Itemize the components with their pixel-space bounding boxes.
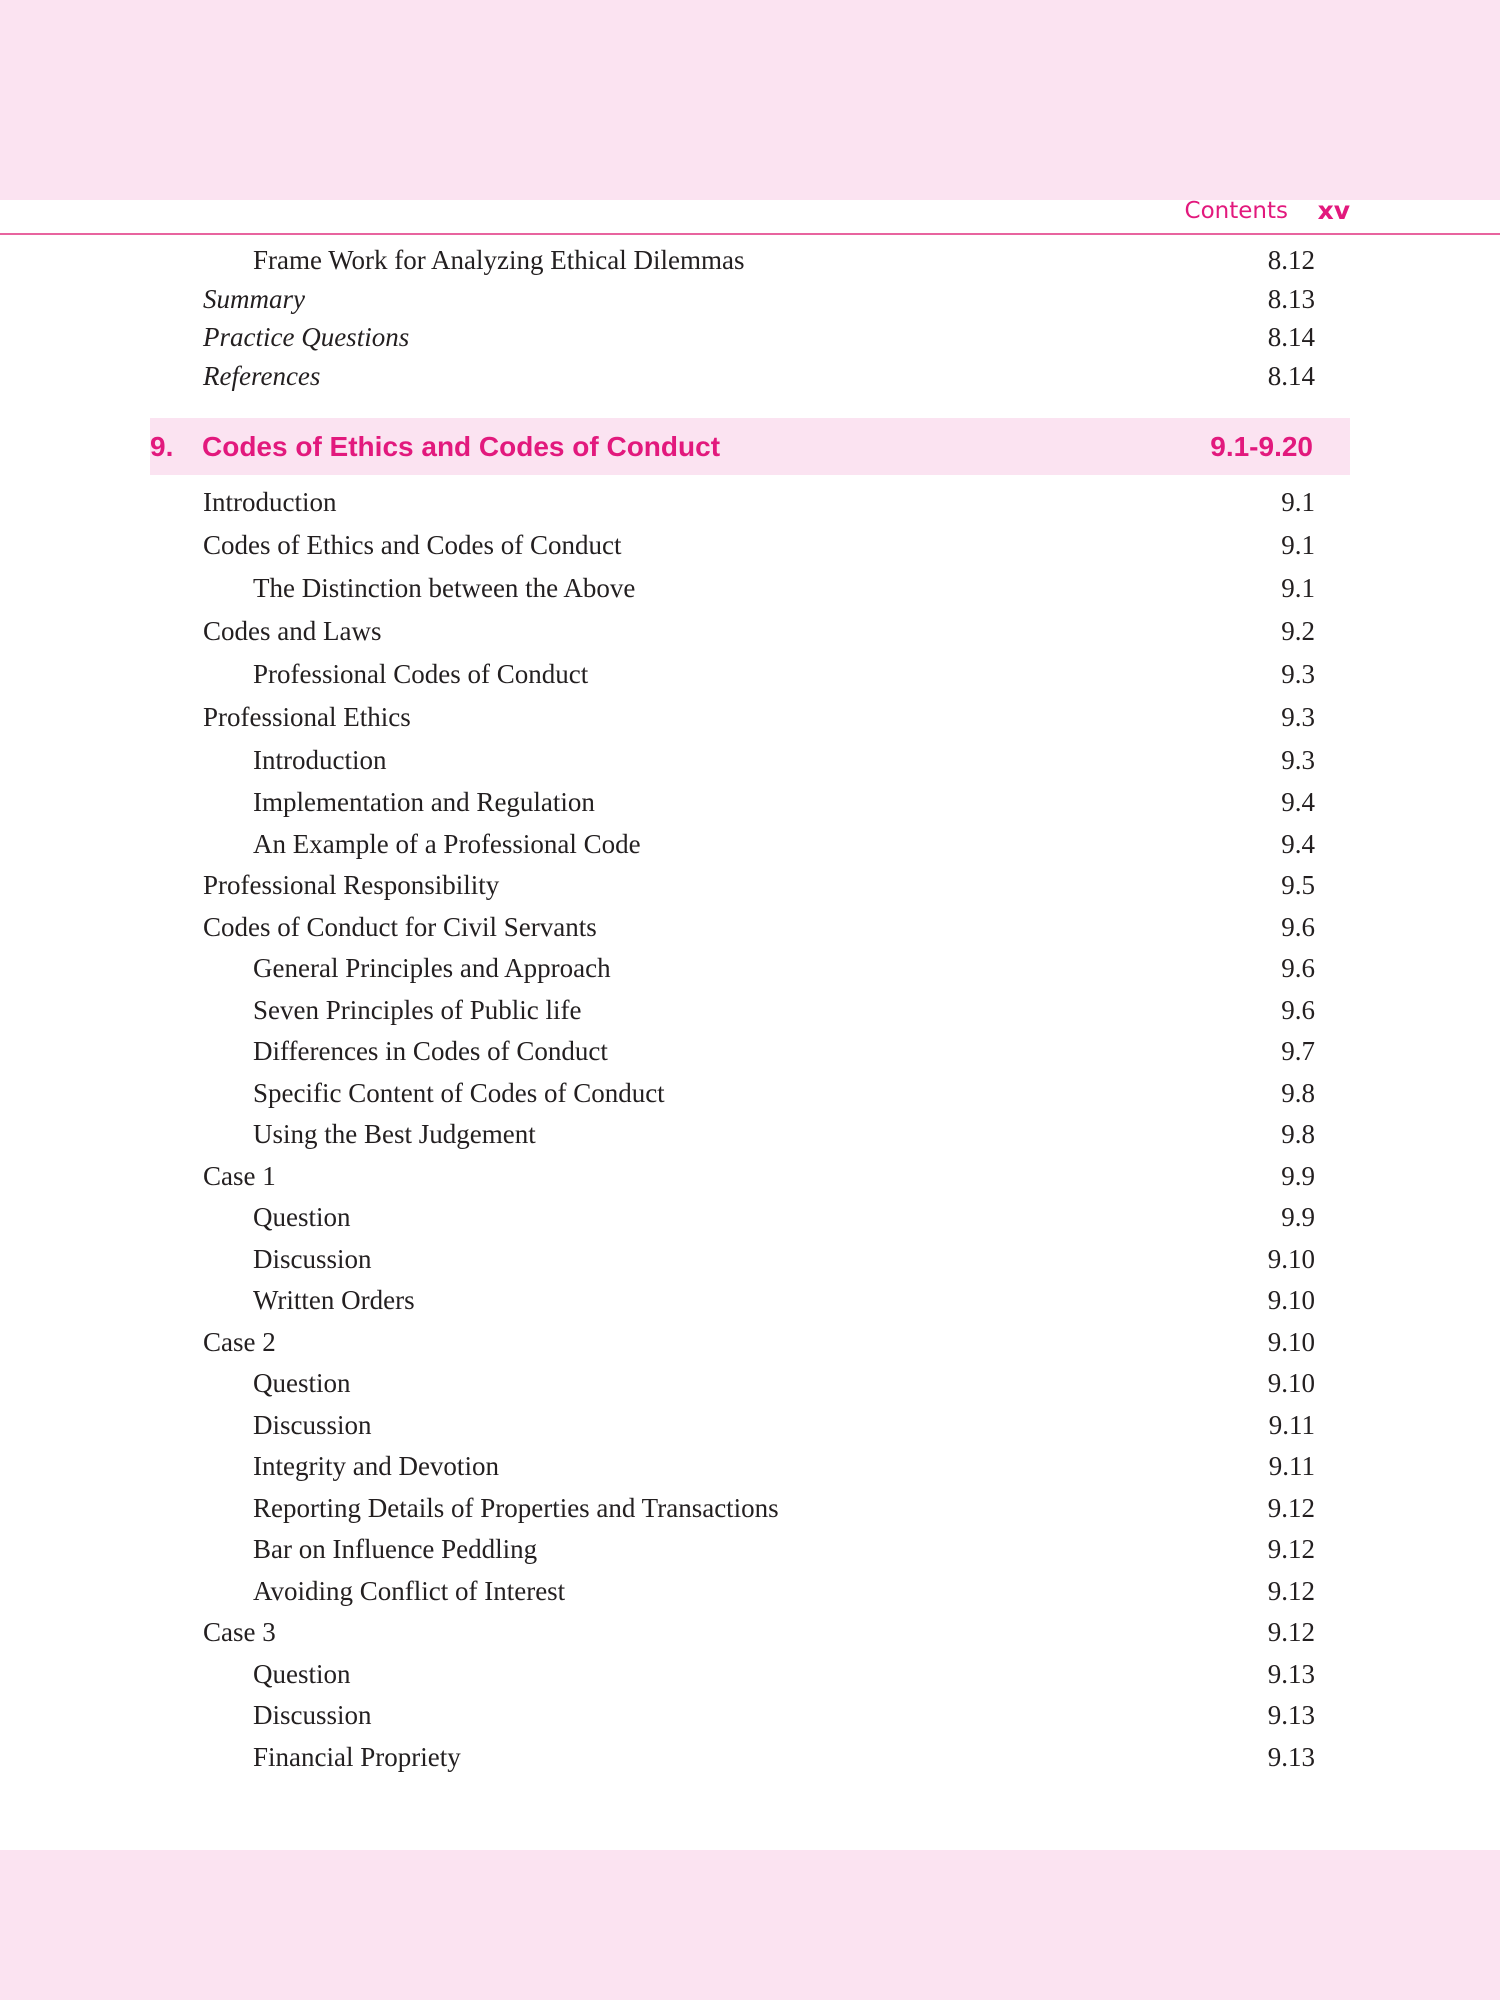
toc-entry-page: 9.8 <box>1281 1119 1315 1149</box>
toc-entry-page: 9.8 <box>1281 1078 1315 1108</box>
toc-entry-title: Avoiding Conflict of Interest <box>253 1576 566 1606</box>
toc-entry <box>0 953 1500 993</box>
toc-entry <box>0 1161 1500 1201</box>
running-header-title: Contents <box>1184 198 1288 224</box>
toc-entry <box>0 1410 1500 1450</box>
toc-entry-title: Seven Principles of Public life <box>253 995 582 1025</box>
toc-entry-title: Frame Work for Analyzing Ethical Dilemmas <box>253 245 745 275</box>
toc-entry <box>0 787 1500 827</box>
toc-entry-title: Question <box>253 1659 351 1689</box>
toc-entry <box>0 1534 1500 1574</box>
page-number: xv <box>1317 196 1350 225</box>
toc-entry <box>0 1244 1500 1284</box>
toc-entry <box>0 1659 1500 1699</box>
toc-entry <box>0 1576 1500 1616</box>
toc-entry <box>0 361 1500 401</box>
toc-entry-title: Specific Content of Codes of Conduct <box>253 1078 665 1108</box>
toc-entry-title: Summary <box>203 284 305 314</box>
toc-entry-title: Implementation and Regulation <box>253 787 595 817</box>
toc-entry-page: 9.13 <box>1267 1742 1315 1772</box>
toc-entry-page: 9.13 <box>1267 1700 1315 1730</box>
toc-entry <box>0 829 1500 869</box>
toc-entry-title: Case 1 <box>203 1161 276 1191</box>
toc-entry-page: 9.1 <box>1281 530 1315 560</box>
toc-entry <box>0 659 1500 699</box>
toc-entry-page: 9.6 <box>1281 953 1315 983</box>
toc-entry-page: 9.6 <box>1281 995 1315 1025</box>
toc-entry-page: 9.13 <box>1267 1659 1315 1689</box>
toc-entry-title: Written Orders <box>253 1285 415 1315</box>
toc-entry-title: Bar on Influence Peddling <box>253 1534 538 1564</box>
toc-entry-page: 9.1 <box>1281 487 1315 517</box>
toc-entry-page: 9.6 <box>1281 912 1315 942</box>
toc-entry <box>0 245 1500 285</box>
toc-entry <box>0 1036 1500 1076</box>
chapter-number: 9. <box>150 431 174 462</box>
toc-entry-title: Question <box>253 1368 351 1398</box>
toc-entry-page: 9.4 <box>1281 829 1315 859</box>
toc-entry-page: 9.10 <box>1267 1368 1315 1398</box>
toc-entry-page: 9.7 <box>1281 1036 1315 1066</box>
toc-entry <box>0 995 1500 1035</box>
toc-entry-title: Codes of Conduct for Civil Servants <box>203 912 597 942</box>
toc-entry <box>0 322 1500 362</box>
toc-entry-page: 8.12 <box>1267 245 1315 275</box>
toc-entry <box>0 284 1500 324</box>
toc-entry-page: 9.1 <box>1281 573 1315 603</box>
toc-entry <box>0 616 1500 656</box>
toc-entry-page: 9.3 <box>1281 659 1315 689</box>
toc-entry-title: Professional Responsibility <box>203 870 500 900</box>
toc-entry <box>0 1202 1500 1242</box>
toc-entry <box>0 745 1500 785</box>
toc-entry <box>0 1493 1500 1533</box>
toc-entry-title: An Example of a Professional Code <box>253 829 641 859</box>
toc-entry-title: Question <box>253 1202 351 1232</box>
toc-entry-title: Case 2 <box>203 1327 276 1357</box>
toc-entry-page: 9.2 <box>1281 616 1315 646</box>
toc-entry-page: 9.4 <box>1281 787 1315 817</box>
toc-entry-page: 8.14 <box>1267 361 1315 391</box>
toc-entry-page: 9.11 <box>1268 1451 1315 1481</box>
toc-entry-page: 8.13 <box>1267 284 1315 314</box>
toc-entry-title: Introduction <box>253 745 387 775</box>
toc-entry <box>0 870 1500 910</box>
toc-entry-title: Introduction <box>203 487 337 517</box>
toc-entry-title: Discussion <box>253 1244 372 1274</box>
toc-entry-page: 9.9 <box>1281 1161 1315 1191</box>
toc-entry <box>0 1617 1500 1657</box>
toc-entry-page: 9.10 <box>1267 1327 1315 1357</box>
toc-entry-title: Codes and Laws <box>203 616 382 646</box>
toc-entry-title: Integrity and Devotion <box>253 1451 499 1481</box>
toc-entry-title: Discussion <box>253 1700 372 1730</box>
toc-entry-page: 9.12 <box>1267 1493 1315 1523</box>
toc-entry <box>0 1119 1500 1159</box>
toc-entry <box>0 1285 1500 1325</box>
toc-entry <box>0 1368 1500 1408</box>
toc-entry-title: Differences in Codes of Conduct <box>253 1036 608 1066</box>
chapter-page-range: 9.1-9.20 <box>1210 431 1313 462</box>
toc-entry <box>0 1327 1500 1367</box>
toc-entry-title: Financial Propriety <box>253 1742 461 1772</box>
toc-entry-title: Professional Ethics <box>203 702 411 732</box>
toc-entry <box>0 1742 1500 1782</box>
toc-entry-page: 8.14 <box>1267 322 1315 352</box>
toc-entry <box>0 912 1500 952</box>
toc-entry-title: Codes of Ethics and Codes of Conduct <box>203 530 622 560</box>
toc-entry <box>0 530 1500 570</box>
toc-entry-title: Using the Best Judgement <box>253 1119 536 1149</box>
toc-entry-title: References <box>203 361 321 391</box>
toc-entry-page: 9.10 <box>1267 1244 1315 1274</box>
toc-entry <box>0 1078 1500 1118</box>
toc-entry-page: 9.10 <box>1267 1285 1315 1315</box>
toc-entry <box>0 487 1500 527</box>
toc-entry-page: 9.3 <box>1281 745 1315 775</box>
toc-entry <box>0 1451 1500 1491</box>
toc-entry-title: Discussion <box>253 1410 372 1440</box>
toc-entry-title: Case 3 <box>203 1617 276 1647</box>
toc-entry-title: The Distinction between the Above <box>253 573 636 603</box>
chapter-heading <box>150 418 1350 475</box>
toc-entry-page: 9.12 <box>1267 1534 1315 1564</box>
toc-entry-page: 9.3 <box>1281 702 1315 732</box>
toc-entry <box>0 702 1500 742</box>
toc-entry-page: 9.5 <box>1281 870 1315 900</box>
toc-entry <box>0 573 1500 613</box>
chapter-title: Codes of Ethics and Codes of Conduct <box>202 431 721 462</box>
toc-entry-page: 9.12 <box>1267 1576 1315 1606</box>
toc-entry-page: 9.11 <box>1268 1410 1315 1440</box>
toc-entry-title: Professional Codes of Conduct <box>253 659 589 689</box>
toc-entry-title: Reporting Details of Properties and Transactions <box>253 1493 779 1523</box>
toc-entry <box>0 1700 1500 1740</box>
toc-entry-page: 9.12 <box>1267 1617 1315 1647</box>
toc-entry-title: General Principles and Approach <box>253 953 611 983</box>
toc-entry-title: Practice Questions <box>203 322 410 352</box>
toc-entry-page: 9.9 <box>1281 1202 1315 1232</box>
